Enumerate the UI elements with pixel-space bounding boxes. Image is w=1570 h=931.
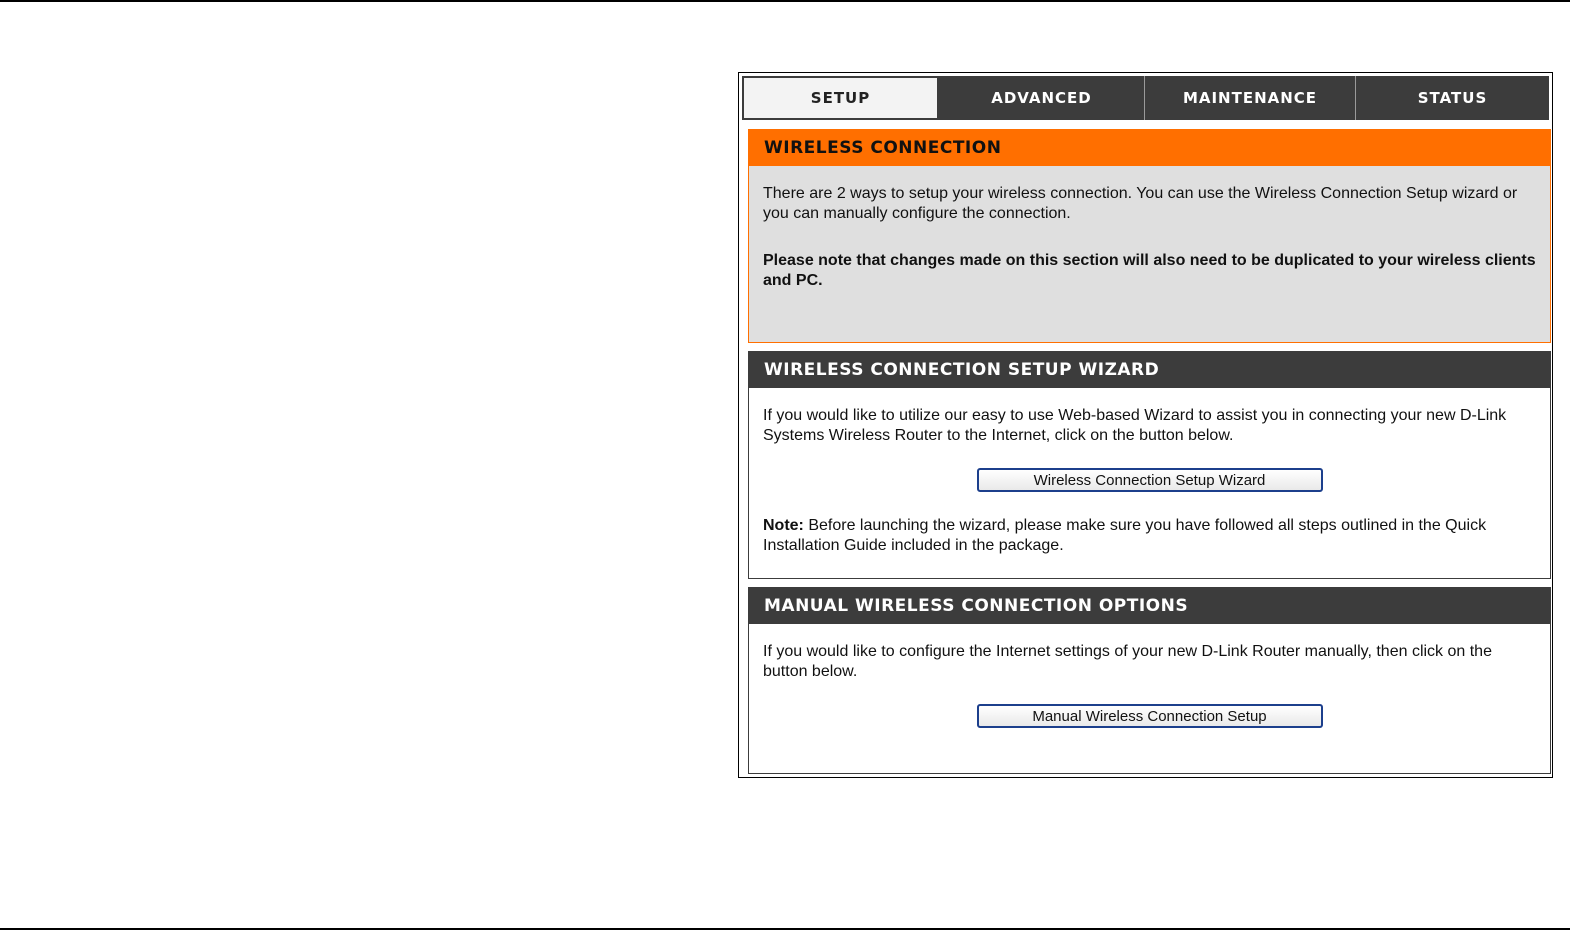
tab-advanced[interactable]: ADVANCED	[939, 76, 1145, 120]
bottom-rule	[0, 928, 1570, 930]
tab-maintenance[interactable]: MAINTENANCE	[1145, 76, 1356, 120]
wizard-note	[763, 516, 1536, 556]
wireless-connection-section	[748, 129, 1551, 343]
section-title: WIRELESS CONNECTION	[749, 130, 1550, 166]
note-text: Before launching the wizard, please make sure you have followed all steps outlined in the Quick Installation Guide included in the package.	[763, 517, 1487, 554]
manual-options-section	[748, 587, 1551, 774]
setup-wizard-section	[748, 351, 1551, 579]
notice-text: Please note that changes made on this section will also need to be duplicated to your wireless clients and PC.	[763, 252, 1536, 289]
top-rule	[0, 0, 1570, 2]
section-title: MANUAL WIRELESS CONNECTION OPTIONS	[749, 588, 1550, 624]
main-tab-bar	[742, 76, 1549, 120]
tab-status[interactable]: STATUS	[1417, 89, 1488, 107]
intro-text: There are 2 ways to setup your wireless connection. You can use the Wireless Connection Setup wizard or you can manually configure the connection.	[763, 185, 1518, 222]
section-title: WIRELESS CONNECTION SETUP WIZARD	[749, 352, 1550, 388]
manual-wireless-setup-button[interactable]: Manual Wireless Connection Setup	[977, 704, 1323, 728]
note-label: Note:	[763, 517, 804, 534]
router-setup-panel	[738, 72, 1553, 778]
tab-setup[interactable]: SETUP	[742, 76, 939, 120]
manual-description: If you would like to configure the Internet settings of your new D-Link Router manually, then click on the button below.	[763, 643, 1492, 680]
wireless-setup-wizard-button[interactable]: Wireless Connection Setup Wizard	[977, 468, 1323, 492]
wizard-description: If you would like to utilize our easy to use Web-based Wizard to assist you in connecting your new D-Link Systems Wireless Router to the Internet, click on the button below.	[763, 407, 1507, 444]
